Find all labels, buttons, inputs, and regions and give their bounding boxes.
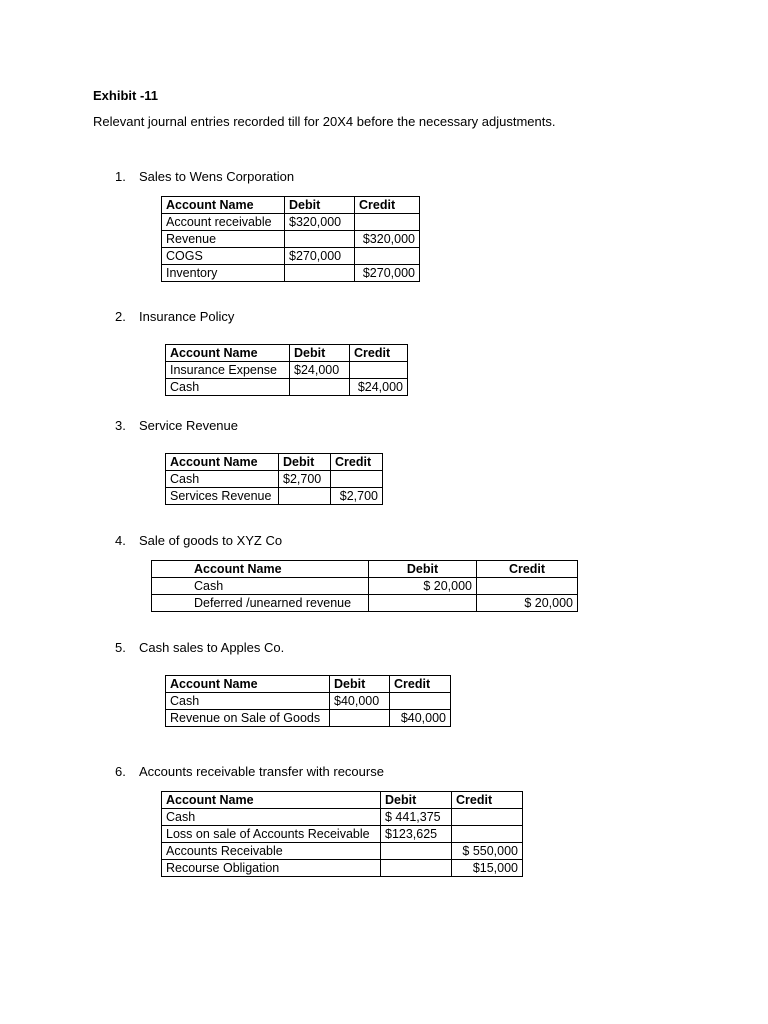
account-cell: Revenue bbox=[162, 231, 285, 248]
credit-cell bbox=[350, 362, 408, 379]
header-debit: Debit bbox=[279, 454, 331, 471]
table-row bbox=[162, 809, 523, 826]
credit-cell: $15,000 bbox=[452, 860, 523, 877]
entry-number: 6. bbox=[115, 764, 126, 779]
entry-title: Sale of goods to XYZ Co bbox=[139, 533, 283, 548]
account-cell: Cash bbox=[166, 471, 279, 488]
entry-4-table bbox=[151, 560, 578, 612]
header-credit: Credit bbox=[477, 561, 578, 578]
entry-title: Cash sales to Apples Co. bbox=[139, 640, 285, 655]
header-credit: Credit bbox=[452, 792, 523, 809]
entry-3-heading bbox=[115, 418, 238, 433]
header-credit: Credit bbox=[355, 197, 420, 214]
entry-2-table bbox=[165, 344, 408, 396]
credit-cell: $320,000 bbox=[355, 231, 420, 248]
header-account: Account Name bbox=[166, 676, 330, 693]
credit-cell: $ 20,000 bbox=[477, 595, 578, 612]
header-account: Account Name bbox=[152, 561, 369, 578]
header-credit: Credit bbox=[331, 454, 383, 471]
debit-cell: $270,000 bbox=[285, 248, 355, 265]
account-cell: Cash bbox=[166, 379, 290, 396]
entry-title: Service Revenue bbox=[139, 418, 238, 433]
account-cell: Loss on sale of Accounts Receivable bbox=[162, 826, 381, 843]
credit-cell: $270,000 bbox=[355, 265, 420, 282]
table-row bbox=[166, 710, 451, 727]
debit-cell bbox=[369, 595, 477, 612]
debit-cell: $123,625 bbox=[381, 826, 452, 843]
debit-cell: $2,700 bbox=[279, 471, 331, 488]
entry-number: 2. bbox=[115, 309, 126, 324]
debit-cell bbox=[381, 843, 452, 860]
header-credit: Credit bbox=[390, 676, 451, 693]
entry-title: Accounts receivable transfer with recourse bbox=[139, 764, 384, 779]
account-cell: Cash bbox=[166, 693, 330, 710]
table-row bbox=[166, 379, 408, 396]
credit-cell: $40,000 bbox=[390, 710, 451, 727]
table-header-row bbox=[152, 561, 578, 578]
debit-cell bbox=[285, 265, 355, 282]
credit-cell bbox=[452, 809, 523, 826]
header-account: Account Name bbox=[162, 197, 285, 214]
table-row bbox=[152, 578, 578, 595]
debit-cell bbox=[330, 710, 390, 727]
entry-4-heading bbox=[115, 533, 282, 548]
entry-5-heading bbox=[115, 640, 284, 655]
credit-cell bbox=[477, 578, 578, 595]
account-cell: Recourse Obligation bbox=[162, 860, 381, 877]
table-row bbox=[166, 693, 451, 710]
entry-title: Insurance Policy bbox=[139, 309, 235, 324]
table-row bbox=[162, 265, 420, 282]
header-account: Account Name bbox=[166, 454, 279, 471]
table-row bbox=[166, 362, 408, 379]
account-cell: Services Revenue bbox=[166, 488, 279, 505]
table-row bbox=[152, 595, 578, 612]
table-header-row bbox=[166, 676, 451, 693]
header-debit: Debit bbox=[369, 561, 477, 578]
header-debit: Debit bbox=[381, 792, 452, 809]
credit-cell bbox=[452, 826, 523, 843]
table-header-row bbox=[166, 345, 408, 362]
header-account: Account Name bbox=[166, 345, 290, 362]
table-row bbox=[166, 488, 383, 505]
table-row bbox=[162, 843, 523, 860]
entry-number: 1. bbox=[115, 169, 126, 184]
table-header-row bbox=[162, 792, 523, 809]
entry-5-table bbox=[165, 675, 451, 727]
debit-cell: $ 20,000 bbox=[369, 578, 477, 595]
account-cell: Cash bbox=[152, 578, 369, 595]
entry-6-table bbox=[161, 791, 523, 877]
credit-cell bbox=[355, 248, 420, 265]
entry-6-heading bbox=[115, 764, 384, 779]
debit-cell bbox=[290, 379, 350, 396]
debit-cell: $24,000 bbox=[290, 362, 350, 379]
account-cell: Revenue on Sale of Goods bbox=[166, 710, 330, 727]
table-row bbox=[162, 231, 420, 248]
account-cell: Account receivable bbox=[162, 214, 285, 231]
table-header-row bbox=[162, 197, 420, 214]
entry-title: Sales to Wens Corporation bbox=[139, 169, 295, 184]
debit-cell bbox=[279, 488, 331, 505]
account-cell: Accounts Receivable bbox=[162, 843, 381, 860]
header-account: Account Name bbox=[162, 792, 381, 809]
exhibit-title: Exhibit -11 bbox=[93, 88, 159, 103]
table-row bbox=[166, 471, 383, 488]
credit-cell bbox=[355, 214, 420, 231]
table-header-row bbox=[166, 454, 383, 471]
entry-number: 3. bbox=[115, 418, 126, 433]
account-cell: COGS bbox=[162, 248, 285, 265]
table-row bbox=[162, 214, 420, 231]
intro-text: Relevant journal entries recorded till for 20X4 before the necessary adjustments. bbox=[93, 114, 556, 129]
account-cell: Cash bbox=[162, 809, 381, 826]
entry-number: 5. bbox=[115, 640, 126, 655]
entry-1-table bbox=[161, 196, 420, 282]
credit-cell: $24,000 bbox=[350, 379, 408, 396]
entry-2-heading bbox=[115, 309, 234, 324]
header-debit: Debit bbox=[285, 197, 355, 214]
header-debit: Debit bbox=[330, 676, 390, 693]
account-cell: Insurance Expense bbox=[166, 362, 290, 379]
account-cell: Inventory bbox=[162, 265, 285, 282]
account-cell: Deferred /unearned revenue bbox=[152, 595, 369, 612]
debit-cell bbox=[381, 860, 452, 877]
debit-cell bbox=[285, 231, 355, 248]
debit-cell: $320,000 bbox=[285, 214, 355, 231]
credit-cell: $2,700 bbox=[331, 488, 383, 505]
table-row bbox=[162, 826, 523, 843]
entry-number: 4. bbox=[115, 533, 126, 548]
entry-3-table bbox=[165, 453, 383, 505]
header-debit: Debit bbox=[290, 345, 350, 362]
credit-cell bbox=[390, 693, 451, 710]
debit-cell: $40,000 bbox=[330, 693, 390, 710]
table-row bbox=[162, 860, 523, 877]
entry-1-heading bbox=[115, 169, 294, 184]
debit-cell: $ 441,375 bbox=[381, 809, 452, 826]
header-credit: Credit bbox=[350, 345, 408, 362]
credit-cell bbox=[331, 471, 383, 488]
table-row bbox=[162, 248, 420, 265]
credit-cell: $ 550,000 bbox=[452, 843, 523, 860]
